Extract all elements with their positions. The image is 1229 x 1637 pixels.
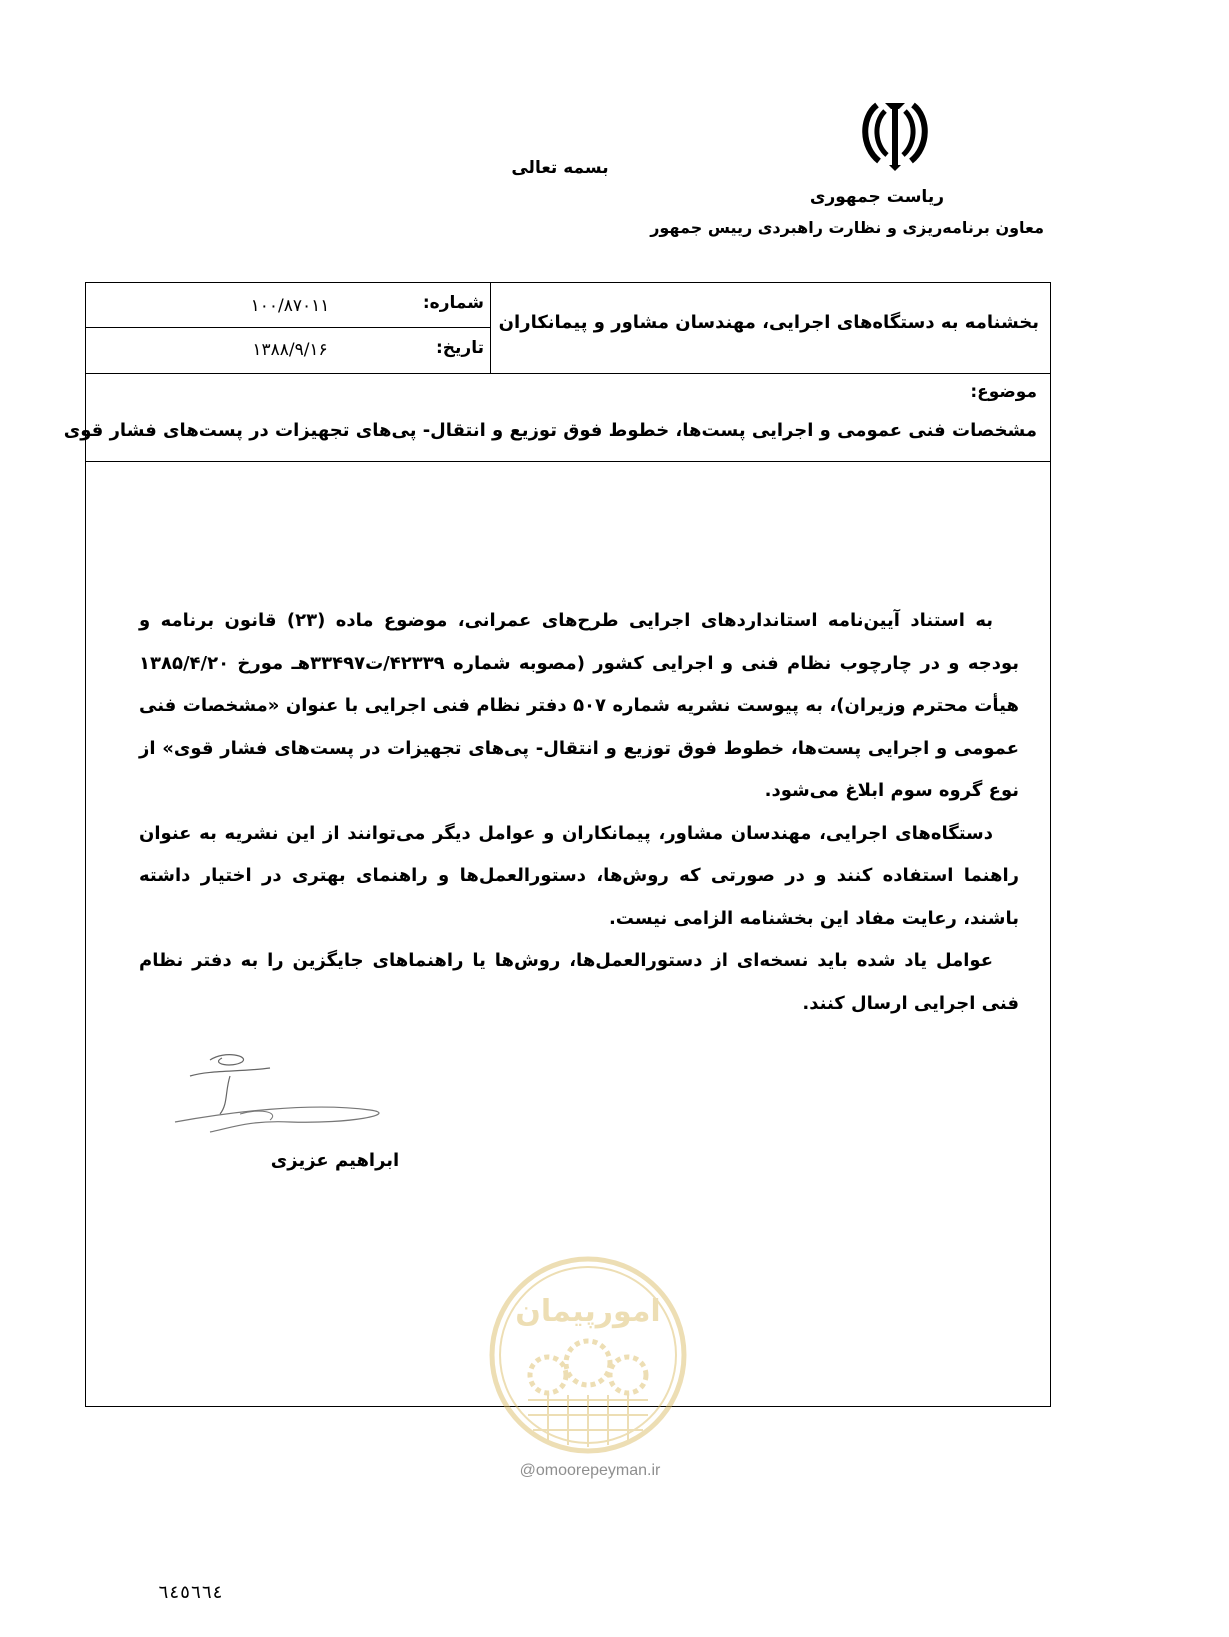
divider xyxy=(490,282,491,373)
letter-date: ۱۳۸۸/۹/۱۶ xyxy=(252,340,328,360)
date-label: تاریخ: xyxy=(436,338,484,358)
subject-text: مشخصات فنی عمومی و اجرایی پست‌ها، خطوط فوق توزیع و انتقال- پی‌های تجهیزات در پست‌های فشار قوی xyxy=(63,420,1037,441)
salutation: بسمه تعالی xyxy=(511,158,609,178)
body-paragraph xyxy=(139,600,1019,813)
body-text: به استناد آیین‌نامه استانداردهای اجرایی طرح‌های عمرانی، موضوع ماده (۲۳) قانون برنامه و بودجه و در چارچوب نظام فنی و اجرایی کشور (مصوبه شماره ۴۲۳۳۹/ت۳۳۴۹۷هـ مورخ ۱۳۸۵/۴/۲۰ هیأت محترم وزیران)، به پیوست نشریه شماره ۵۰۷ دفتر نظام فنی اجرایی با عنوان « xyxy=(139,610,1019,716)
letter-number: ۱۰۰/۸۷۰۱۱ xyxy=(250,296,330,316)
document-id: ٦٤٥٦٦٤ xyxy=(158,1582,224,1603)
signer-name: ابراهیم عزیزی xyxy=(270,1150,400,1171)
iran-emblem-icon xyxy=(855,95,935,175)
body-paragraph: عوامل یاد شده باید نسخه‌ای از دستورالعمل‌ها، روش‌ها یا راهنماهای جایگزین را به دفتر نظام فنی اجرایی ارسال کنند. xyxy=(139,950,1019,1014)
body-paragraph: دستگاه‌های اجرایی، مهندسان مشاور، پیمانکاران و عوامل دیگر می‌توانند از این نشریه به عنوان راهنما استفاده کنند و در صورتی که روش‌ها، دستورالعمل‌ها و راهنمای بهتری در اختیار داشته باشند، رعایت مفاد این بخشنامه الزامی نیست. xyxy=(139,822,1019,929)
divider xyxy=(85,373,1051,374)
organization-name: ریاست جمهوری xyxy=(809,187,944,207)
watermark-text: امورپیمان xyxy=(515,1294,661,1329)
divider xyxy=(85,327,490,328)
watermark-site: @omoorepeyman.ir xyxy=(519,1462,661,1479)
watermark-logo-icon xyxy=(488,1255,688,1455)
number-label: شماره: xyxy=(422,293,484,313)
signature-icon xyxy=(170,1042,410,1152)
department-name: معاون برنامه‌ریزی و نظارت راهبردی رییس جمهور xyxy=(650,218,1044,237)
letter-body xyxy=(139,600,1019,1025)
body-text: » از نوع گروه سوم ابلاغ می‌شود. xyxy=(139,737,1019,801)
publication-title: مشخصات فنی عمومی و اجرایی پست‌ها، خطوط فوق توزیع و انتقال- پی‌های تجهیزات در پست‌های فشار قوی xyxy=(139,695,1019,759)
subject-label: موضوع: xyxy=(970,382,1037,402)
divider xyxy=(85,461,1051,462)
addressee: بخشنامه به دستگاه‌های اجرایی، مهندسان مشاور و پیمانکاران xyxy=(498,312,1039,333)
